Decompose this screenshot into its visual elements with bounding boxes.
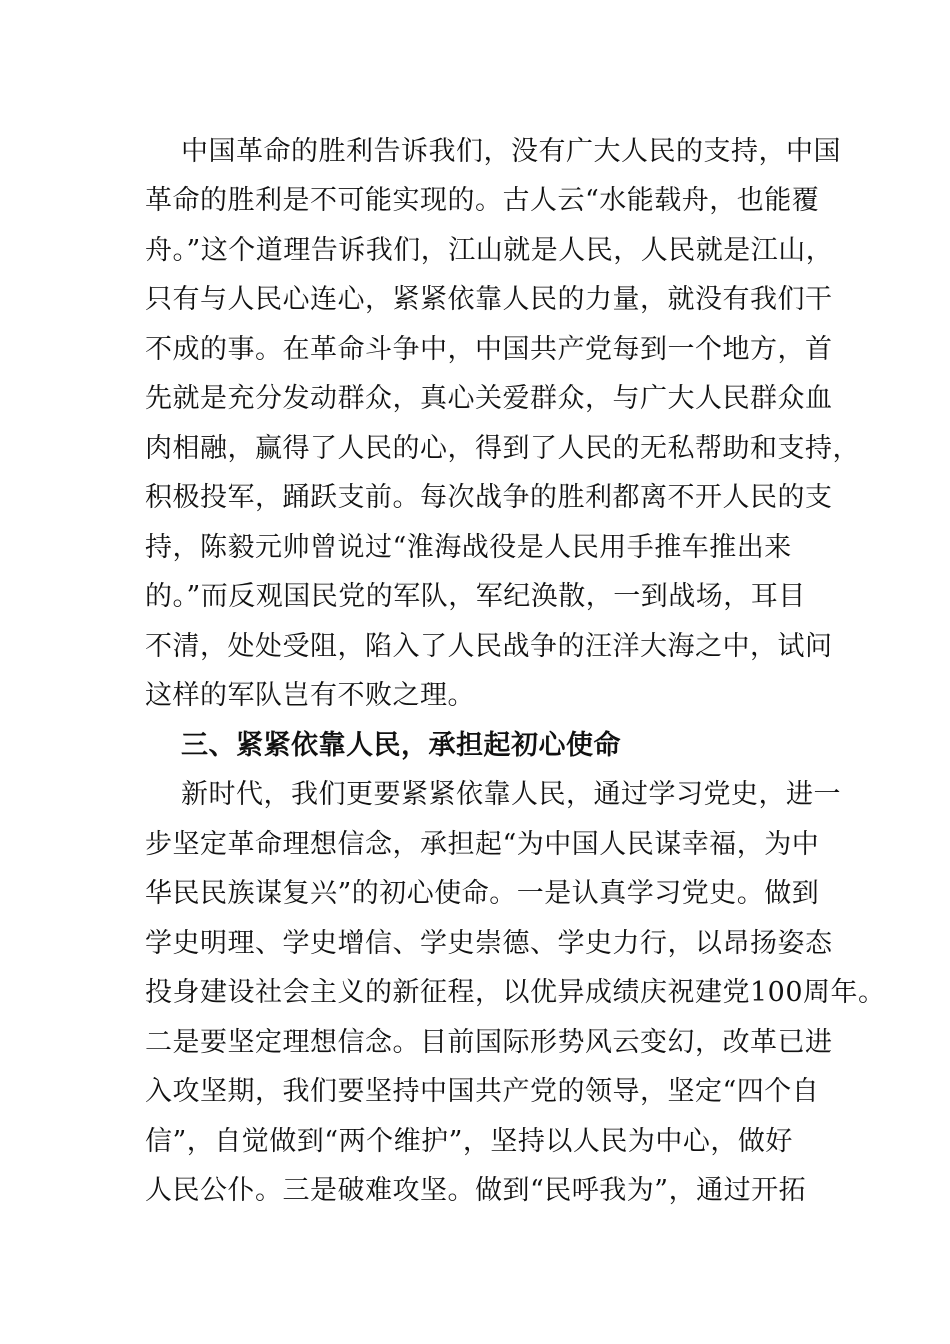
section-heading: 三、紧紧依靠人民，承担起初心使命 <box>181 730 621 761</box>
paragraph-line: 学史明理、学史增信、学史崇德、学史力行，以昂扬姿态 <box>145 928 833 959</box>
paragraph-line: 革命的胜利是不可能实现的。古人云“水能载舟，也能覆 <box>145 185 820 216</box>
paragraph-line: 中国革命的胜利告诉我们，没有广大人民的支持，中国 <box>181 136 841 167</box>
paragraph-line: 只有与人民心连心，紧紧依靠人民的力量，就没有我们干 <box>145 284 833 315</box>
paragraph-line: 肉相融，赢得了人民的心，得到了人民的无私帮助和支持， <box>145 433 860 464</box>
paragraph-line: 这样的军队岂有不败之理。 <box>145 680 475 711</box>
paragraph-line: 华民民族谋复兴”的初心使命。一是认真学习党史。做到 <box>145 878 820 909</box>
paragraph-line: 入攻坚期，我们要坚持中国共产党的领导，坚定“四个自 <box>145 1076 820 1107</box>
paragraph-line: 新时代，我们更要紧紧依靠人民，通过学习党史，进一 <box>181 779 841 810</box>
paragraph-line: 步坚定革命理想信念，承担起“为中国人民谋幸福，为中 <box>145 829 820 860</box>
paragraph-line: 投身建设社会主义的新征程，以优异成绩庆祝建党100周年。 <box>145 977 886 1008</box>
paragraph-line: 的。”而反观国民党的军队，军纪涣散，一到战场，耳目 <box>145 581 806 612</box>
paragraph-line: 不清，处处受阻，陷入了人民战争的汪洋大海之中，试问 <box>145 631 833 662</box>
paragraph-line: 积极投军，踊跃支前。每次战争的胜利都离不开人民的支 <box>145 482 833 513</box>
paragraph-line: 二是要坚定理想信念。目前国际形势风云变幻，改革已进 <box>145 1027 833 1058</box>
paragraph-line: 先就是充分发动群众，真心关爱群众，与广大人民群众血 <box>145 383 833 414</box>
paragraph-line: 持，陈毅元帅曾说过“淮海战役是人民用手推车推出来 <box>145 532 792 563</box>
paragraph-line: 人民公仆。三是破难攻坚。做到“民呼我为”，通过开拓 <box>145 1175 807 1206</box>
paragraph-line: 不成的事。在革命斗争中，中国共产党每到一个地方，首 <box>145 334 833 365</box>
paragraph-line: 舟。”这个道理告诉我们，江山就是人民，人民就是江山， <box>145 235 834 266</box>
paragraph-line: 信”，自觉做到“两个维护”，坚持以人民为中心，做好 <box>145 1126 793 1157</box>
